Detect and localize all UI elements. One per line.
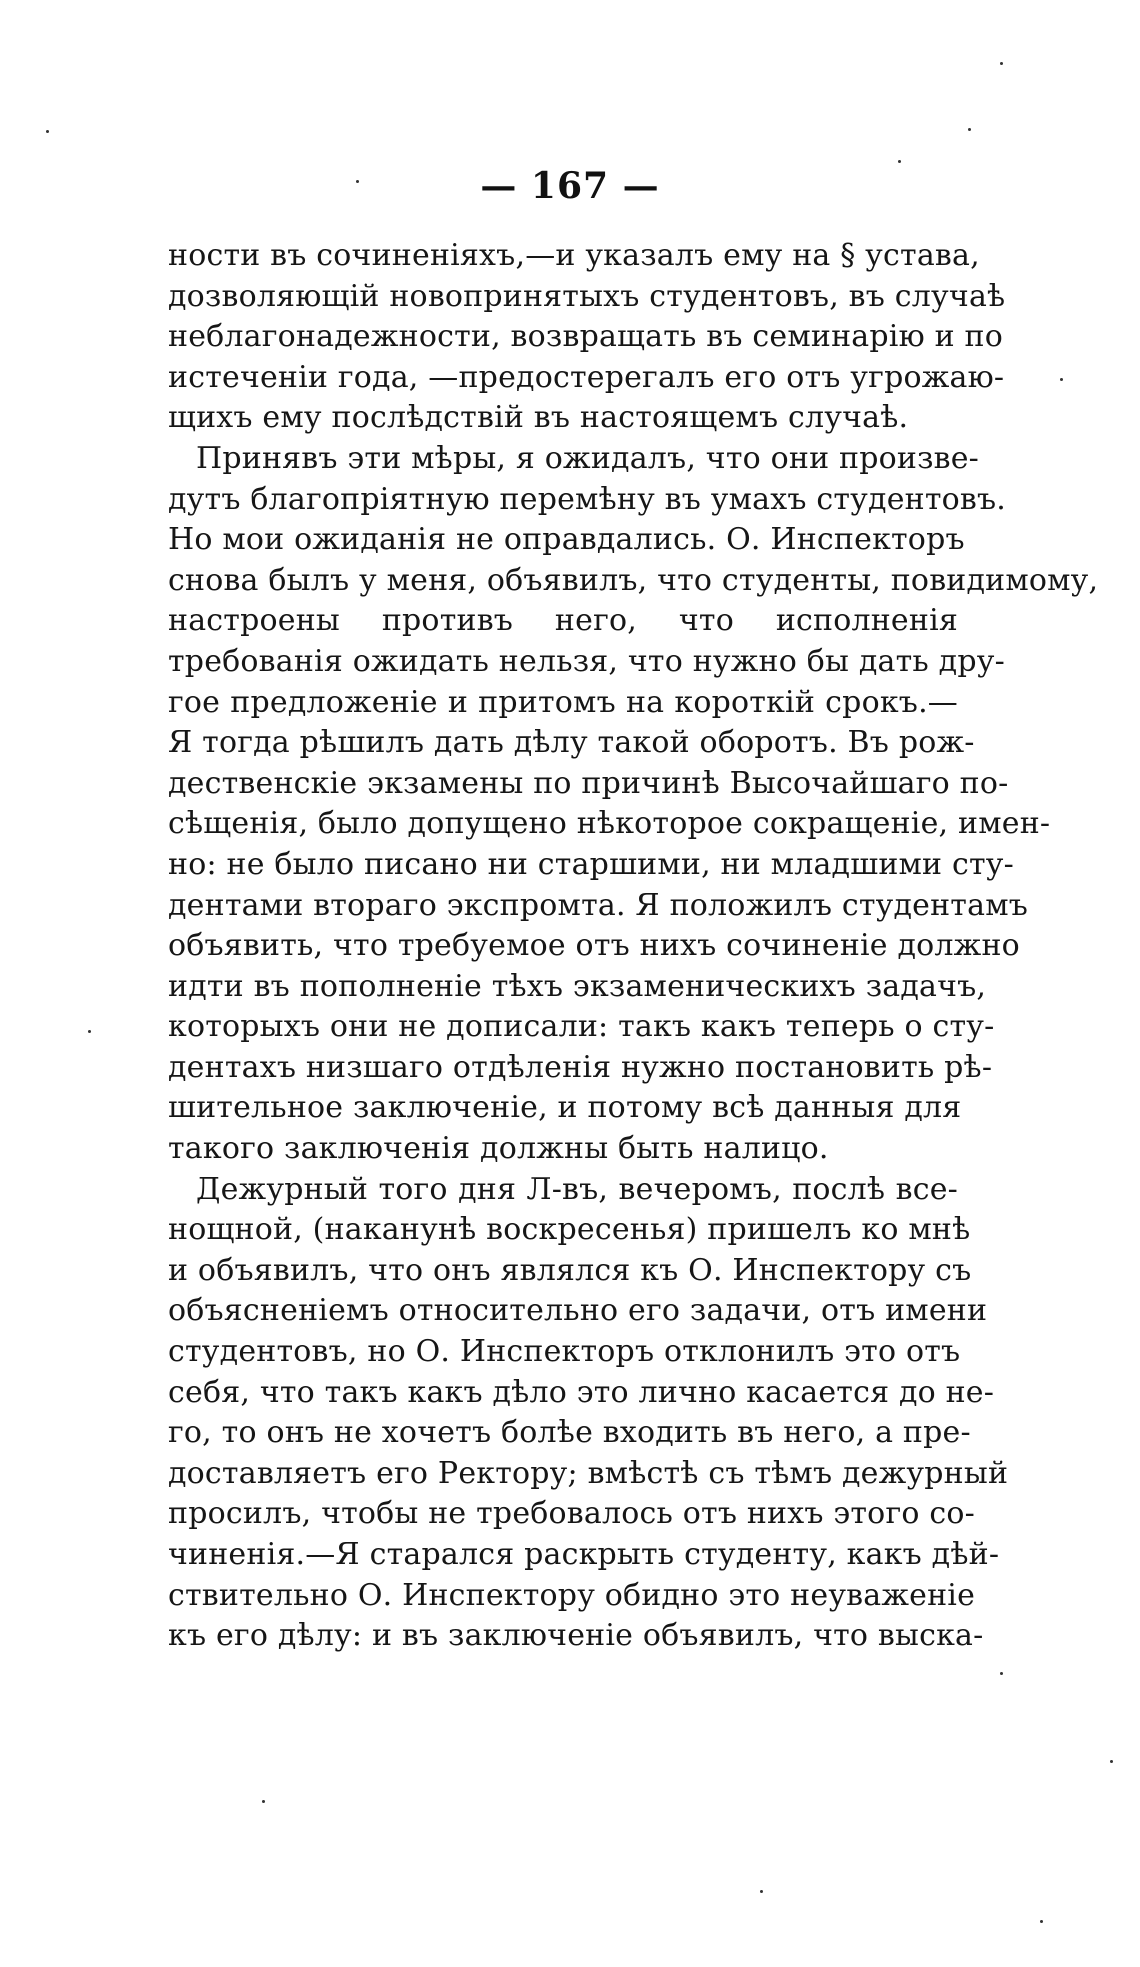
text-line: ности въ сочиненіяхъ,—и указалъ ему на § устава, xyxy=(168,238,980,273)
text-line: щихъ ему послѣдствій въ настоящемъ случаѣ. xyxy=(168,400,909,436)
text-line: Я тогда рѣшилъ дать дѣлу такой оборотъ. Въ рож- xyxy=(168,725,975,761)
scan-speck xyxy=(760,1890,763,1893)
text-line: нощной, (наканунѣ воскресенья) пришелъ ко мнѣ xyxy=(168,1212,971,1248)
text-line: идти въ пополненіе тѣхъ экзаменическихъ задачъ, xyxy=(168,968,987,1004)
scan-speck xyxy=(356,180,359,183)
scan-speck xyxy=(1040,1920,1043,1923)
text-line: такого заключенія должны быть налицо. xyxy=(168,1131,829,1167)
text-line: которыхъ они не дописали: такъ какъ теперь о сту- xyxy=(168,1009,995,1045)
body-text xyxy=(168,236,1099,1657)
scan-speck xyxy=(1060,378,1063,381)
text-line: дентами втораго экспромта. Я положилъ студентамъ xyxy=(168,887,1029,923)
text-line: дутъ благопріятную перемѣну въ умахъ студентовъ. xyxy=(168,481,1007,517)
text-line: просилъ, чтобы не требовалось отъ нихъ этого со- xyxy=(168,1496,975,1532)
scan-speck xyxy=(1000,62,1003,65)
text-line: чиненія.—Я старался раскрыть студенту, какъ дѣй- xyxy=(168,1537,1000,1572)
text-line: дественскіе экзамены по причинѣ Высочайшаго по- xyxy=(168,765,1009,801)
text-line: неблагонадежности, возвращать въ семинарію и по xyxy=(168,319,1004,355)
text-line: ствительно О. Инспектору обидно это неуваженіе xyxy=(168,1577,976,1613)
scan-speck xyxy=(46,130,49,133)
text-line: шительное заключеніе, и потому всѣ данныя для xyxy=(168,1090,962,1126)
text-line: студентовъ, но О. Инспекторъ отклонилъ это отъ xyxy=(168,1334,961,1370)
paragraph-start-line: Дежурный того дня Л-въ, вечеромъ, послѣ все- xyxy=(196,1171,958,1207)
scan-speck xyxy=(1000,1672,1003,1675)
scan-speck xyxy=(968,128,971,131)
text-line: требованія ожидать нельзя, что нужно бы дать дру- xyxy=(168,643,1005,679)
text-line: объясненіемъ относительно его задачи, отъ имени xyxy=(168,1293,988,1329)
text-line: но: не было писано ни старшими, ни младшими сту- xyxy=(168,846,1014,882)
text-line: сѣщенія, было допущено нѣкоторое сокращеніе, имен- xyxy=(168,806,1051,842)
text-line: къ его дѣлу: и въ заключеніе объявилъ, что выска- xyxy=(168,1618,984,1654)
text-line: настроены противъ него, что исполненія xyxy=(168,603,958,639)
text-line: себя, что такъ какъ дѣло это лично касается до не- xyxy=(168,1374,995,1410)
text-line: дозволяющій новопринятыхъ студентовъ, въ случаѣ xyxy=(168,278,1006,314)
scan-speck xyxy=(262,1800,265,1803)
text-line: дентахъ низшаго отдѣленія нужно постановить рѣ- xyxy=(168,1049,993,1085)
text-line: доставляетъ его Ректору; вмѣстѣ съ тѣмъ дежурный xyxy=(168,1455,1009,1491)
text-line: го, то онъ не хочетъ болѣе входить въ него, а пре- xyxy=(168,1415,971,1451)
text-line: снова былъ у меня, объявилъ, что студенты, повидимому, xyxy=(168,562,1099,598)
text-line: и объявилъ, что онъ являлся къ О. Инспектору съ xyxy=(168,1252,972,1288)
scan-speck xyxy=(88,1030,91,1033)
text-line: истеченіи года, —предостерегалъ его отъ угрожаю- xyxy=(168,359,1005,395)
text-line: Но мои ожиданія не оправдались. О. Инспекторъ xyxy=(168,522,965,558)
page-number: — 167 — xyxy=(480,165,660,207)
text-line: гое предложеніе и притомъ на короткій срокъ.— xyxy=(168,684,958,720)
scan-speck xyxy=(898,160,901,163)
paragraph-start-line: Принявъ эти мѣры, я ожидалъ, что они произве- xyxy=(196,440,980,476)
scan-speck xyxy=(1110,1760,1113,1763)
text-line: объявить, что требуемое отъ нихъ сочиненіе должно xyxy=(168,928,1020,964)
